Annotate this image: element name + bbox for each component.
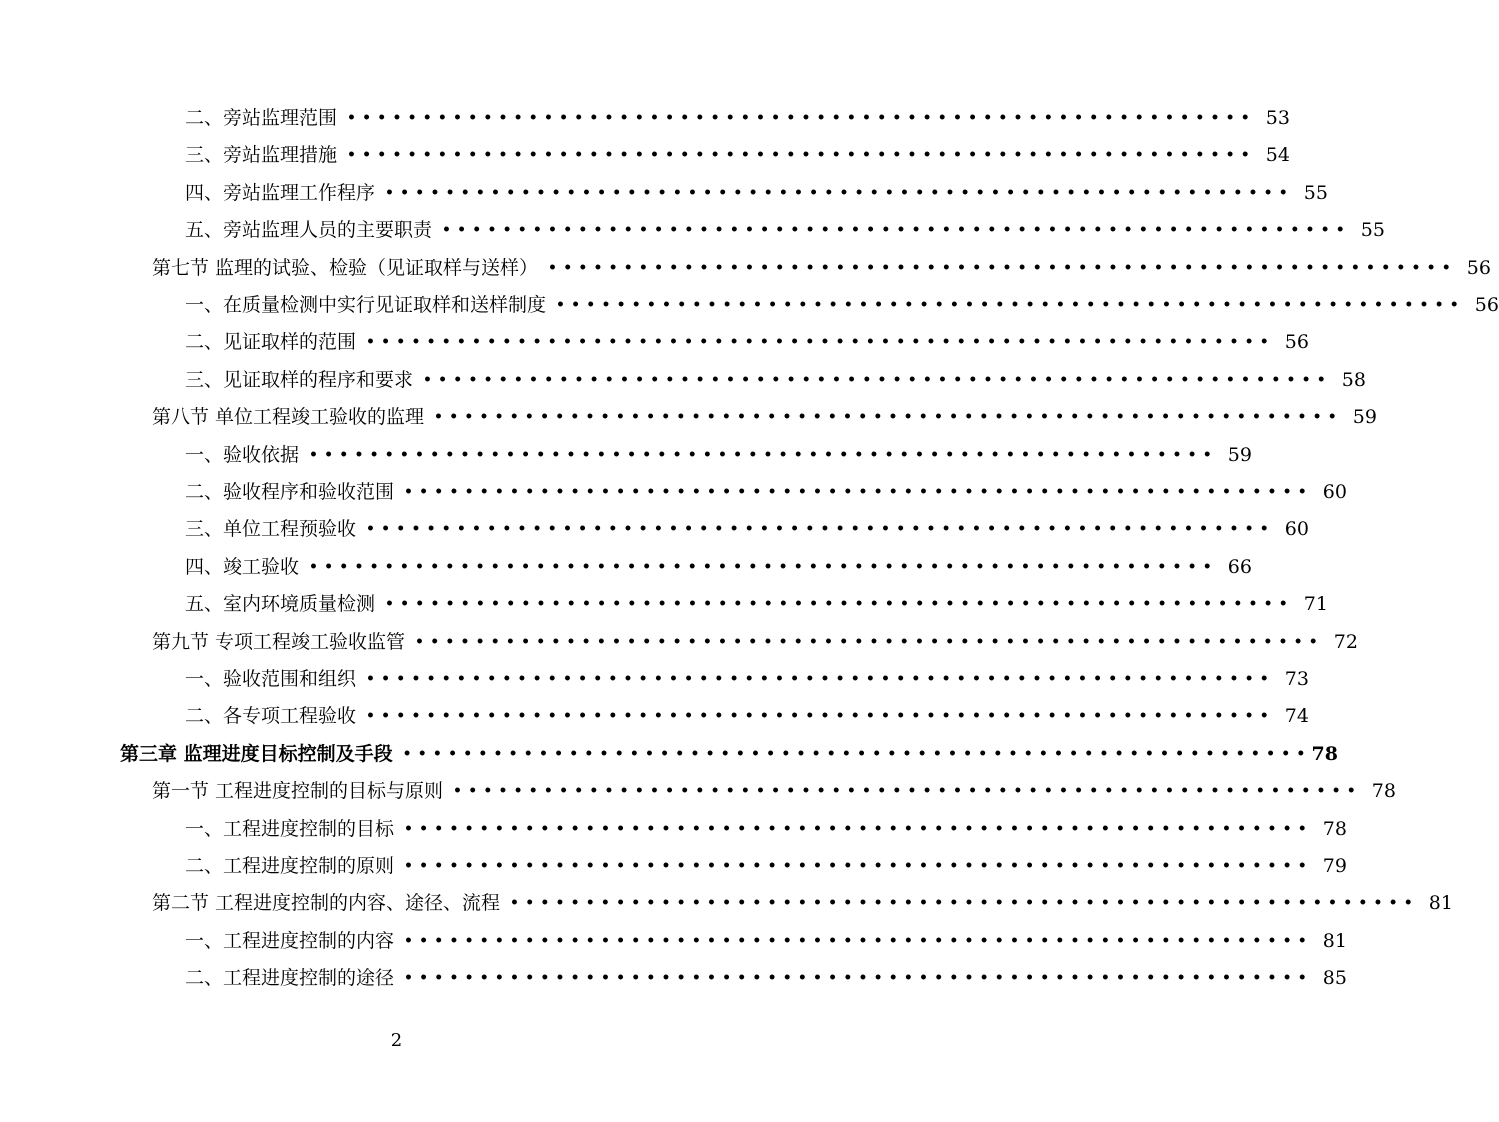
toc-dot-leader: •••••••••••••••••••••••••••••••••••••••••••••••••••••••••••• bbox=[510, 895, 1419, 912]
toc-entry-section bbox=[152, 399, 1377, 436]
toc-entry-page: 81 bbox=[1322, 929, 1347, 952]
toc-entry-title: 四、竣工验收 bbox=[185, 555, 300, 578]
toc-entry-page: 59 bbox=[1352, 406, 1377, 429]
toc-entry-page: 59 bbox=[1227, 443, 1252, 466]
toc-dot-leader: •••••••••••••••••••••••••••••••••••••••••••••••••••••••••••• bbox=[404, 970, 1313, 987]
toc-entry-title: 三、单位工程预验收 bbox=[185, 518, 357, 541]
toc-entry-page: 78 bbox=[1371, 780, 1396, 803]
toc-entry-title: 三、旁站监理措施 bbox=[185, 144, 338, 167]
toc-dot-leader: •••••••••••••••••••••••••••••••••••••••••••••••••••••••••••• bbox=[309, 558, 1218, 575]
toc-entry-item bbox=[185, 437, 1252, 474]
toc-dot-leader: •••••••••••••••••••••••••••••••••••••••••••••••••••••••••••• bbox=[556, 297, 1465, 313]
toc-entry-chapter bbox=[120, 736, 1338, 773]
toc-entry-page: 58 bbox=[1341, 368, 1366, 391]
toc-entry-item bbox=[185, 474, 1347, 511]
toc-dot-leader: •••••••••••••••••••••••••••••••••••••••••••••••••••••••••••• bbox=[404, 820, 1313, 837]
toc-dot-leader: •••••••••••••••••••••••••••••••••••••••••••••••••••••••••••• bbox=[404, 932, 1313, 949]
toc-dot-leader: •••••••••••••••••••••••••••••••••••••••••••••••••••••••••••• bbox=[366, 708, 1275, 725]
toc-dot-leader: •••••••••••••••••••••••••••••••••••••••••••••••••••••••••••• bbox=[442, 222, 1351, 239]
toc-entry-item bbox=[185, 100, 1290, 137]
toc-entry-page: 55 bbox=[1360, 219, 1385, 242]
toc-dot-leader: •••••••••••••••••••••••••••••••••••••••••••••••••••••••••••• bbox=[366, 521, 1275, 538]
toc-entry-title: 第八节 单位工程竣工验收的监理 bbox=[152, 406, 425, 429]
toc-entry-title: 第一节 工程进度控制的目标与原则 bbox=[152, 780, 444, 803]
toc-entry-section bbox=[152, 773, 1396, 810]
toc-entry-title: 一、工程进度控制的目标 bbox=[185, 817, 395, 840]
toc-dot-leader: •••••••••••••••••••••••••••••••••••••••••••••••••••••••••••• bbox=[309, 446, 1218, 463]
toc-entry-item bbox=[185, 811, 1347, 848]
toc-entry-section bbox=[152, 624, 1358, 661]
toc-entry-item bbox=[185, 960, 1347, 997]
toc-entry-item bbox=[185, 698, 1309, 735]
toc-entry-page: 74 bbox=[1284, 705, 1309, 728]
toc-entry-title: 第二节 工程进度控制的内容、途径、流程 bbox=[152, 892, 501, 915]
toc-entry-page: 60 bbox=[1322, 481, 1347, 503]
toc-entry-title: 一、在质量检测中实行见证取样和送样制度 bbox=[185, 294, 547, 316]
toc-dot-leader: •••••••••••••••••••••••••••••••••••••••••••••••••••••••••••• bbox=[402, 745, 1312, 762]
toc-entry-title: 二、见证取样的范围 bbox=[185, 331, 357, 354]
toc-entry-title: 二、工程进度控制的原则 bbox=[185, 855, 395, 877]
toc-entry-title: 四、旁站监理工作程序 bbox=[185, 181, 376, 204]
toc-entry-item bbox=[185, 362, 1366, 399]
toc-entry-title: 一、验收范围和组织 bbox=[185, 668, 357, 690]
toc-entry-page: 73 bbox=[1284, 668, 1309, 690]
toc-entry-item bbox=[185, 511, 1309, 548]
toc-dot-leader: •••••••••••••••••••••••••••••••••••••••••••••••••••••••••••• bbox=[453, 783, 1362, 800]
toc-dot-leader: •••••••••••••••••••••••••••••••••••••••••••••••••••••••••••• bbox=[385, 184, 1294, 201]
toc-entry-item bbox=[185, 212, 1385, 249]
toc-entry-page: 85 bbox=[1322, 967, 1347, 990]
toc-entry-page: 66 bbox=[1227, 555, 1252, 578]
toc-entry-page: 56 bbox=[1284, 331, 1309, 354]
toc-entry-page: 56 bbox=[1474, 294, 1499, 316]
toc-entry-title: 五、室内环境质量检测 bbox=[185, 593, 376, 616]
toc-dot-leader: •••••••••••••••••••••••••••••••••••••••••••••••••••••••••••• bbox=[434, 409, 1343, 426]
toc-entry-title: 一、验收依据 bbox=[185, 443, 300, 466]
toc-entry-title: 二、验收程序和验收范围 bbox=[185, 481, 395, 503]
toc-entry-item bbox=[185, 661, 1309, 698]
toc-entry-item bbox=[185, 287, 1499, 324]
toc-dot-leader: •••••••••••••••••••••••••••••••••••••••••••••••••••••••••••• bbox=[548, 259, 1457, 276]
toc-entry-title: 第七节 监理的试验、检验（见证取样与送样） bbox=[152, 256, 539, 279]
toc-entry-title: 第三章 监理进度目标控制及手段 bbox=[120, 742, 393, 765]
toc-entry-page: 56 bbox=[1466, 256, 1491, 279]
toc-entry-page: 54 bbox=[1265, 144, 1290, 167]
toc-dot-leader: •••••••••••••••••••••••••••••••••••••••••••••••••••••••••••• bbox=[347, 147, 1256, 164]
toc-entry-page: 79 bbox=[1322, 855, 1347, 877]
toc-dot-leader: •••••••••••••••••••••••••••••••••••••••••••••••••••••••••••• bbox=[385, 596, 1294, 613]
toc-dot-leader: •••••••••••••••••••••••••••••••••••••••••••••••••••••••••••• bbox=[415, 633, 1324, 650]
toc-entry-page: 55 bbox=[1303, 181, 1328, 204]
toc-entry-item bbox=[185, 923, 1347, 960]
toc-entry-item bbox=[185, 848, 1347, 885]
toc-entry-section bbox=[152, 885, 1453, 922]
toc-entry-page: 71 bbox=[1303, 593, 1328, 616]
toc-entry-item bbox=[185, 324, 1309, 361]
toc-entry-item bbox=[185, 586, 1328, 623]
toc-dot-leader: •••••••••••••••••••••••••••••••••••••••••••••••••••••••••••• bbox=[347, 110, 1256, 126]
toc-dot-leader: •••••••••••••••••••••••••••••••••••••••••••••••••••••••••••• bbox=[366, 671, 1275, 687]
toc-entry-section bbox=[152, 250, 1491, 287]
toc-entry-page: 81 bbox=[1428, 892, 1453, 915]
toc-entry-title: 五、旁站监理人员的主要职责 bbox=[185, 219, 433, 242]
toc-dot-leader: •••••••••••••••••••••••••••••••••••••••••••••••••••••••••••• bbox=[423, 371, 1332, 388]
toc-entry-page: 60 bbox=[1284, 518, 1309, 541]
toc-entry-item bbox=[185, 175, 1328, 212]
toc-dot-leader: •••••••••••••••••••••••••••••••••••••••••••••••••••••••••••• bbox=[404, 484, 1313, 500]
toc-entry-title: 二、旁站监理范围 bbox=[185, 107, 338, 129]
toc-entry-title: 第九节 专项工程竣工验收监管 bbox=[152, 630, 406, 653]
toc-entry-item bbox=[185, 137, 1290, 174]
toc-entry-page: 78 bbox=[1322, 817, 1347, 840]
toc-entry-page: 53 bbox=[1265, 107, 1290, 129]
toc-entry-title: 二、工程进度控制的途径 bbox=[185, 967, 395, 990]
toc-entry-page: 72 bbox=[1333, 630, 1358, 653]
toc-entry-title: 一、工程进度控制的内容 bbox=[185, 929, 395, 952]
page-number: 2 bbox=[390, 1030, 403, 1051]
toc-entry-title: 二、各专项工程验收 bbox=[185, 705, 357, 728]
toc-entry-item bbox=[185, 549, 1252, 586]
toc-entry-title: 三、见证取样的程序和要求 bbox=[185, 368, 414, 391]
toc-dot-leader: •••••••••••••••••••••••••••••••••••••••••••••••••••••••••••• bbox=[404, 858, 1313, 874]
toc-dot-leader: •••••••••••••••••••••••••••••••••••••••••••••••••••••••••••• bbox=[366, 334, 1275, 351]
toc-entry-page: 78 bbox=[1311, 742, 1338, 765]
